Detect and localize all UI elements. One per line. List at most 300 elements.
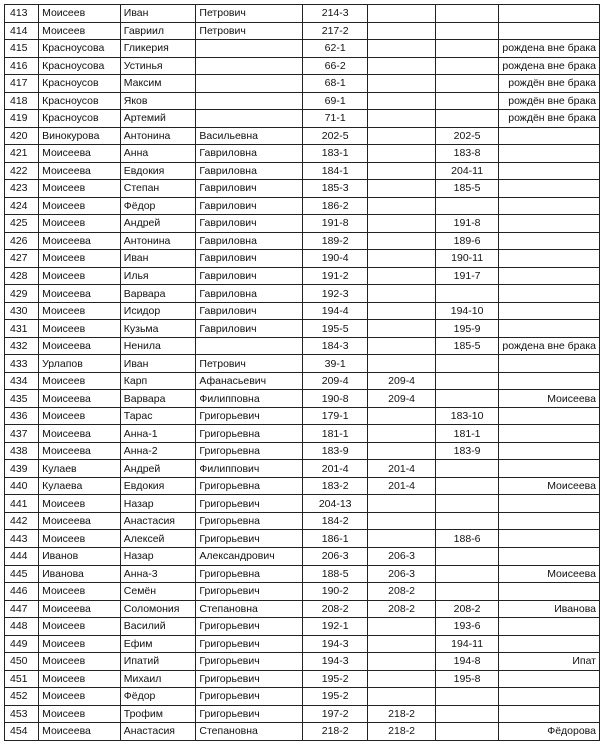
death-code-cell (435, 197, 498, 215)
patronymic-cell: Григорьевич (196, 688, 303, 706)
note-cell: Иванова (499, 600, 600, 618)
table-row (5, 688, 600, 706)
row-number: 447 (5, 600, 39, 618)
table-row (5, 460, 600, 478)
marriage-code-cell: 218-2 (368, 705, 436, 723)
death-code-cell (435, 495, 498, 513)
death-code-cell: 191-8 (435, 215, 498, 233)
record-code-cell: 68-1 (303, 75, 368, 93)
record-code-cell: 190-2 (303, 583, 368, 601)
row-number: 424 (5, 197, 39, 215)
note-cell: Ипат (499, 653, 600, 671)
table-row (5, 723, 600, 741)
row-number: 417 (5, 75, 39, 93)
record-code-cell: 191-8 (303, 215, 368, 233)
marriage-code-cell: 208-2 (368, 600, 436, 618)
marriage-code-cell (368, 75, 436, 93)
note-cell (499, 355, 600, 373)
note-cell (499, 197, 600, 215)
given-name-cell: Антонина (120, 127, 196, 145)
table-row (5, 530, 600, 548)
note-cell (499, 22, 600, 40)
given-name-cell: Степан (120, 180, 196, 198)
note-cell (499, 162, 600, 180)
death-code-cell (435, 512, 498, 530)
row-number: 451 (5, 670, 39, 688)
note-cell: рождена вне брака (499, 337, 600, 355)
note-cell: Моисеева (499, 565, 600, 583)
marriage-code-cell (368, 110, 436, 128)
note-cell (499, 267, 600, 285)
given-name-cell: Тарас (120, 407, 196, 425)
death-code-cell: 208-2 (435, 600, 498, 618)
marriage-code-cell (368, 355, 436, 373)
surname-cell: Моисеев (39, 372, 121, 390)
surname-cell: Кулаев (39, 460, 121, 478)
surname-cell: Моисеев (39, 407, 121, 425)
marriage-code-cell: 218-2 (368, 723, 436, 741)
death-code-cell: 194-8 (435, 653, 498, 671)
death-code-cell: 194-11 (435, 635, 498, 653)
marriage-code-cell (368, 530, 436, 548)
patronymic-cell: Гавриловна (196, 162, 303, 180)
surname-cell: Иванова (39, 565, 121, 583)
given-name-cell: Анна-3 (120, 565, 196, 583)
given-name-cell: Устинья (120, 57, 196, 75)
patronymic-cell: Гаврилович (196, 302, 303, 320)
note-cell (499, 302, 600, 320)
record-code-cell: 184-2 (303, 512, 368, 530)
row-number: 434 (5, 372, 39, 390)
marriage-code-cell (368, 320, 436, 338)
surname-cell: Моисеева (39, 512, 121, 530)
patronymic-cell: Григорьевич (196, 583, 303, 601)
patronymic-cell: Петрович (196, 355, 303, 373)
given-name-cell: Анна-1 (120, 425, 196, 443)
given-name-cell: Кузьма (120, 320, 196, 338)
table-row (5, 197, 600, 215)
row-number: 430 (5, 302, 39, 320)
row-number: 431 (5, 320, 39, 338)
note-cell (499, 407, 600, 425)
death-code-cell (435, 92, 498, 110)
patronymic-cell: Александрович (196, 547, 303, 565)
death-code-cell (435, 390, 498, 408)
record-code-cell: 184-1 (303, 162, 368, 180)
marriage-code-cell (368, 495, 436, 513)
surname-cell: Красноусова (39, 57, 121, 75)
surname-cell: Моисеев (39, 530, 121, 548)
marriage-code-cell (368, 302, 436, 320)
patronymic-cell: Петрович (196, 22, 303, 40)
death-code-cell (435, 5, 498, 23)
table-row (5, 22, 600, 40)
table-row (5, 250, 600, 268)
surname-cell: Моисеева (39, 425, 121, 443)
marriage-code-cell (368, 635, 436, 653)
table-row (5, 583, 600, 601)
death-code-cell: 195-8 (435, 670, 498, 688)
marriage-code-cell (368, 145, 436, 163)
marriage-code-cell (368, 285, 436, 303)
marriage-code-cell: 201-4 (368, 477, 436, 495)
marriage-code-cell (368, 5, 436, 23)
given-name-cell: Гавриил (120, 22, 196, 40)
record-code-cell: 191-2 (303, 267, 368, 285)
death-code-cell: 181-1 (435, 425, 498, 443)
row-number: 446 (5, 583, 39, 601)
given-name-cell: Варвара (120, 285, 196, 303)
marriage-code-cell (368, 57, 436, 75)
row-number: 428 (5, 267, 39, 285)
note-cell (499, 215, 600, 233)
patronymic-cell: Григорьевич (196, 530, 303, 548)
patronymic-cell: Григорьевна (196, 565, 303, 583)
marriage-code-cell: 209-4 (368, 372, 436, 390)
surname-cell: Моисеева (39, 337, 121, 355)
death-code-cell (435, 355, 498, 373)
note-cell (499, 688, 600, 706)
row-number: 415 (5, 40, 39, 58)
table-row (5, 320, 600, 338)
note-cell (499, 635, 600, 653)
note-cell (499, 285, 600, 303)
surname-cell: Моисеева (39, 285, 121, 303)
note-cell (499, 705, 600, 723)
marriage-code-cell (368, 442, 436, 460)
surname-cell: Моисеев (39, 705, 121, 723)
record-code-cell: 186-1 (303, 530, 368, 548)
patronymic-cell: Петрович (196, 5, 303, 23)
patronymic-cell: Афанасьевич (196, 372, 303, 390)
given-name-cell: Анастасия (120, 512, 196, 530)
table-row (5, 547, 600, 565)
death-code-cell (435, 22, 498, 40)
death-code-cell (435, 372, 498, 390)
death-code-cell: 204-11 (435, 162, 498, 180)
record-code-cell: 209-4 (303, 372, 368, 390)
surname-cell: Моисеев (39, 320, 121, 338)
note-cell: рождена вне брака (499, 40, 600, 58)
record-code-cell: 183-9 (303, 442, 368, 460)
row-number: 453 (5, 705, 39, 723)
surname-cell: Моисеев (39, 583, 121, 601)
given-name-cell: Иван (120, 250, 196, 268)
patronymic-cell (196, 57, 303, 75)
record-code-cell: 217-2 (303, 22, 368, 40)
surname-cell: Красноусов (39, 92, 121, 110)
patronymic-cell: Гаврилович (196, 180, 303, 198)
marriage-code-cell (368, 670, 436, 688)
table-row (5, 162, 600, 180)
table-row (5, 635, 600, 653)
table-row (5, 215, 600, 233)
given-name-cell: Соломония (120, 600, 196, 618)
record-code-cell: 194-4 (303, 302, 368, 320)
note-cell (499, 232, 600, 250)
surname-cell: Моисеева (39, 145, 121, 163)
table-row (5, 495, 600, 513)
given-name-cell: Анастасия (120, 723, 196, 741)
table-row (5, 40, 600, 58)
table-row (5, 670, 600, 688)
marriage-code-cell (368, 653, 436, 671)
given-name-cell: Евдокия (120, 477, 196, 495)
given-name-cell: Фёдор (120, 197, 196, 215)
note-cell: Моисеева (499, 390, 600, 408)
note-cell (499, 5, 600, 23)
note-cell (499, 583, 600, 601)
census-table (4, 4, 600, 741)
row-number: 437 (5, 425, 39, 443)
marriage-code-cell (368, 250, 436, 268)
patronymic-cell (196, 40, 303, 58)
death-code-cell (435, 723, 498, 741)
surname-cell: Моисеев (39, 495, 121, 513)
patronymic-cell: Григорьевич (196, 618, 303, 636)
row-number: 442 (5, 512, 39, 530)
note-cell (499, 425, 600, 443)
surname-cell: Красноусов (39, 75, 121, 93)
record-code-cell: 194-3 (303, 653, 368, 671)
patronymic-cell: Григорьевич (196, 495, 303, 513)
record-code-cell: 189-2 (303, 232, 368, 250)
record-code-cell: 66-2 (303, 57, 368, 75)
record-code-cell: 183-1 (303, 145, 368, 163)
given-name-cell: Варвара (120, 390, 196, 408)
given-name-cell: Андрей (120, 460, 196, 478)
surname-cell: Моисеев (39, 653, 121, 671)
patronymic-cell: Гавриловна (196, 285, 303, 303)
patronymic-cell: Филипповна (196, 390, 303, 408)
record-code-cell: 194-3 (303, 635, 368, 653)
given-name-cell: Максим (120, 75, 196, 93)
table-row (5, 372, 600, 390)
row-number: 454 (5, 723, 39, 741)
table-row (5, 232, 600, 250)
table-row (5, 618, 600, 636)
table-body (5, 5, 600, 741)
patronymic-cell: Степановна (196, 600, 303, 618)
marriage-code-cell (368, 215, 436, 233)
table-row (5, 180, 600, 198)
death-code-cell: 189-6 (435, 232, 498, 250)
note-cell: Моисеева (499, 477, 600, 495)
death-code-cell: 190-11 (435, 250, 498, 268)
note-cell (499, 250, 600, 268)
note-cell (499, 127, 600, 145)
patronymic-cell (196, 337, 303, 355)
patronymic-cell: Григорьевич (196, 653, 303, 671)
row-number: 443 (5, 530, 39, 548)
table-row (5, 600, 600, 618)
record-code-cell: 190-4 (303, 250, 368, 268)
death-code-cell (435, 705, 498, 723)
surname-cell: Моисеева (39, 162, 121, 180)
record-code-cell: 214-3 (303, 5, 368, 23)
note-cell (499, 512, 600, 530)
marriage-code-cell (368, 407, 436, 425)
table-row (5, 442, 600, 460)
patronymic-cell: Григорьевич (196, 670, 303, 688)
marriage-code-cell (368, 127, 436, 145)
patronymic-cell: Григорьевич (196, 635, 303, 653)
given-name-cell: Илья (120, 267, 196, 285)
patronymic-cell: Гаврилович (196, 267, 303, 285)
death-code-cell: 195-9 (435, 320, 498, 338)
table-row (5, 390, 600, 408)
record-code-cell: 69-1 (303, 92, 368, 110)
given-name-cell: Андрей (120, 215, 196, 233)
table-row (5, 75, 600, 93)
death-code-cell: 183-8 (435, 145, 498, 163)
table-row (5, 57, 600, 75)
note-cell: Фёдорова (499, 723, 600, 741)
patronymic-cell: Григорьевна (196, 425, 303, 443)
given-name-cell: Ефим (120, 635, 196, 653)
note-cell (499, 460, 600, 478)
record-code-cell: 192-3 (303, 285, 368, 303)
death-code-cell: 202-5 (435, 127, 498, 145)
table-row (5, 337, 600, 355)
given-name-cell: Назар (120, 495, 196, 513)
row-number: 421 (5, 145, 39, 163)
given-name-cell: Артемий (120, 110, 196, 128)
record-code-cell: 208-2 (303, 600, 368, 618)
record-code-cell: 197-2 (303, 705, 368, 723)
row-number: 414 (5, 22, 39, 40)
patronymic-cell: Гаврилович (196, 215, 303, 233)
record-code-cell: 195-2 (303, 670, 368, 688)
record-code-cell: 179-1 (303, 407, 368, 425)
patronymic-cell: Гавриловна (196, 232, 303, 250)
given-name-cell: Трофим (120, 705, 196, 723)
row-number: 432 (5, 337, 39, 355)
surname-cell: Моисеев (39, 267, 121, 285)
patronymic-cell: Григорьевна (196, 442, 303, 460)
record-code-cell: 181-1 (303, 425, 368, 443)
death-code-cell (435, 583, 498, 601)
death-code-cell (435, 565, 498, 583)
note-cell (499, 618, 600, 636)
record-code-cell: 195-5 (303, 320, 368, 338)
record-code-cell: 39-1 (303, 355, 368, 373)
marriage-code-cell: 209-4 (368, 390, 436, 408)
death-code-cell: 188-6 (435, 530, 498, 548)
note-cell (499, 547, 600, 565)
patronymic-cell: Филиппович (196, 460, 303, 478)
given-name-cell: Исидор (120, 302, 196, 320)
record-code-cell: 206-3 (303, 547, 368, 565)
table-row (5, 5, 600, 23)
given-name-cell: Михаил (120, 670, 196, 688)
note-cell (499, 530, 600, 548)
record-code-cell: 192-1 (303, 618, 368, 636)
surname-cell: Моисеев (39, 197, 121, 215)
marriage-code-cell (368, 688, 436, 706)
death-code-cell: 185-5 (435, 180, 498, 198)
row-number: 439 (5, 460, 39, 478)
given-name-cell: Гликерия (120, 40, 196, 58)
marriage-code-cell (368, 267, 436, 285)
marriage-code-cell: 208-2 (368, 583, 436, 601)
row-number: 427 (5, 250, 39, 268)
row-number: 448 (5, 618, 39, 636)
patronymic-cell (196, 110, 303, 128)
record-code-cell: 204-13 (303, 495, 368, 513)
row-number: 435 (5, 390, 39, 408)
surname-cell: Моисеева (39, 723, 121, 741)
given-name-cell: Анна (120, 145, 196, 163)
row-number: 433 (5, 355, 39, 373)
record-code-cell: 201-4 (303, 460, 368, 478)
death-code-cell (435, 547, 498, 565)
record-code-cell: 71-1 (303, 110, 368, 128)
death-code-cell: 183-10 (435, 407, 498, 425)
note-cell (499, 180, 600, 198)
surname-cell: Моисеева (39, 232, 121, 250)
death-code-cell (435, 688, 498, 706)
row-number: 416 (5, 57, 39, 75)
given-name-cell: Алексей (120, 530, 196, 548)
surname-cell: Иванов (39, 547, 121, 565)
table-row (5, 145, 600, 163)
row-number: 444 (5, 547, 39, 565)
marriage-code-cell: 201-4 (368, 460, 436, 478)
row-number: 441 (5, 495, 39, 513)
given-name-cell: Ипатий (120, 653, 196, 671)
note-cell: рождена вне брака (499, 57, 600, 75)
row-number: 436 (5, 407, 39, 425)
record-code-cell: 195-2 (303, 688, 368, 706)
marriage-code-cell: 206-3 (368, 547, 436, 565)
marriage-code-cell (368, 425, 436, 443)
surname-cell: Урлапов (39, 355, 121, 373)
row-number: 418 (5, 92, 39, 110)
marriage-code-cell (368, 40, 436, 58)
marriage-code-cell (368, 337, 436, 355)
surname-cell: Моисеев (39, 180, 121, 198)
table-row (5, 355, 600, 373)
table-row (5, 705, 600, 723)
table-row (5, 477, 600, 495)
patronymic-cell: Гаврилович (196, 197, 303, 215)
record-code-cell: 186-2 (303, 197, 368, 215)
record-code-cell: 202-5 (303, 127, 368, 145)
patronymic-cell: Григорьевна (196, 477, 303, 495)
patronymic-cell (196, 75, 303, 93)
patronymic-cell: Григорьевич (196, 407, 303, 425)
note-cell: рождён вне брака (499, 92, 600, 110)
death-code-cell (435, 57, 498, 75)
row-number: 422 (5, 162, 39, 180)
death-code-cell (435, 40, 498, 58)
table-row (5, 110, 600, 128)
table-row (5, 407, 600, 425)
table-row (5, 267, 600, 285)
death-code-cell (435, 460, 498, 478)
note-cell: рождён вне брака (499, 75, 600, 93)
row-number: 438 (5, 442, 39, 460)
record-code-cell: 62-1 (303, 40, 368, 58)
surname-cell: Моисеева (39, 442, 121, 460)
death-code-cell (435, 285, 498, 303)
marriage-code-cell (368, 512, 436, 530)
marriage-code-cell (368, 232, 436, 250)
given-name-cell: Антонина (120, 232, 196, 250)
row-number: 449 (5, 635, 39, 653)
note-cell (499, 442, 600, 460)
